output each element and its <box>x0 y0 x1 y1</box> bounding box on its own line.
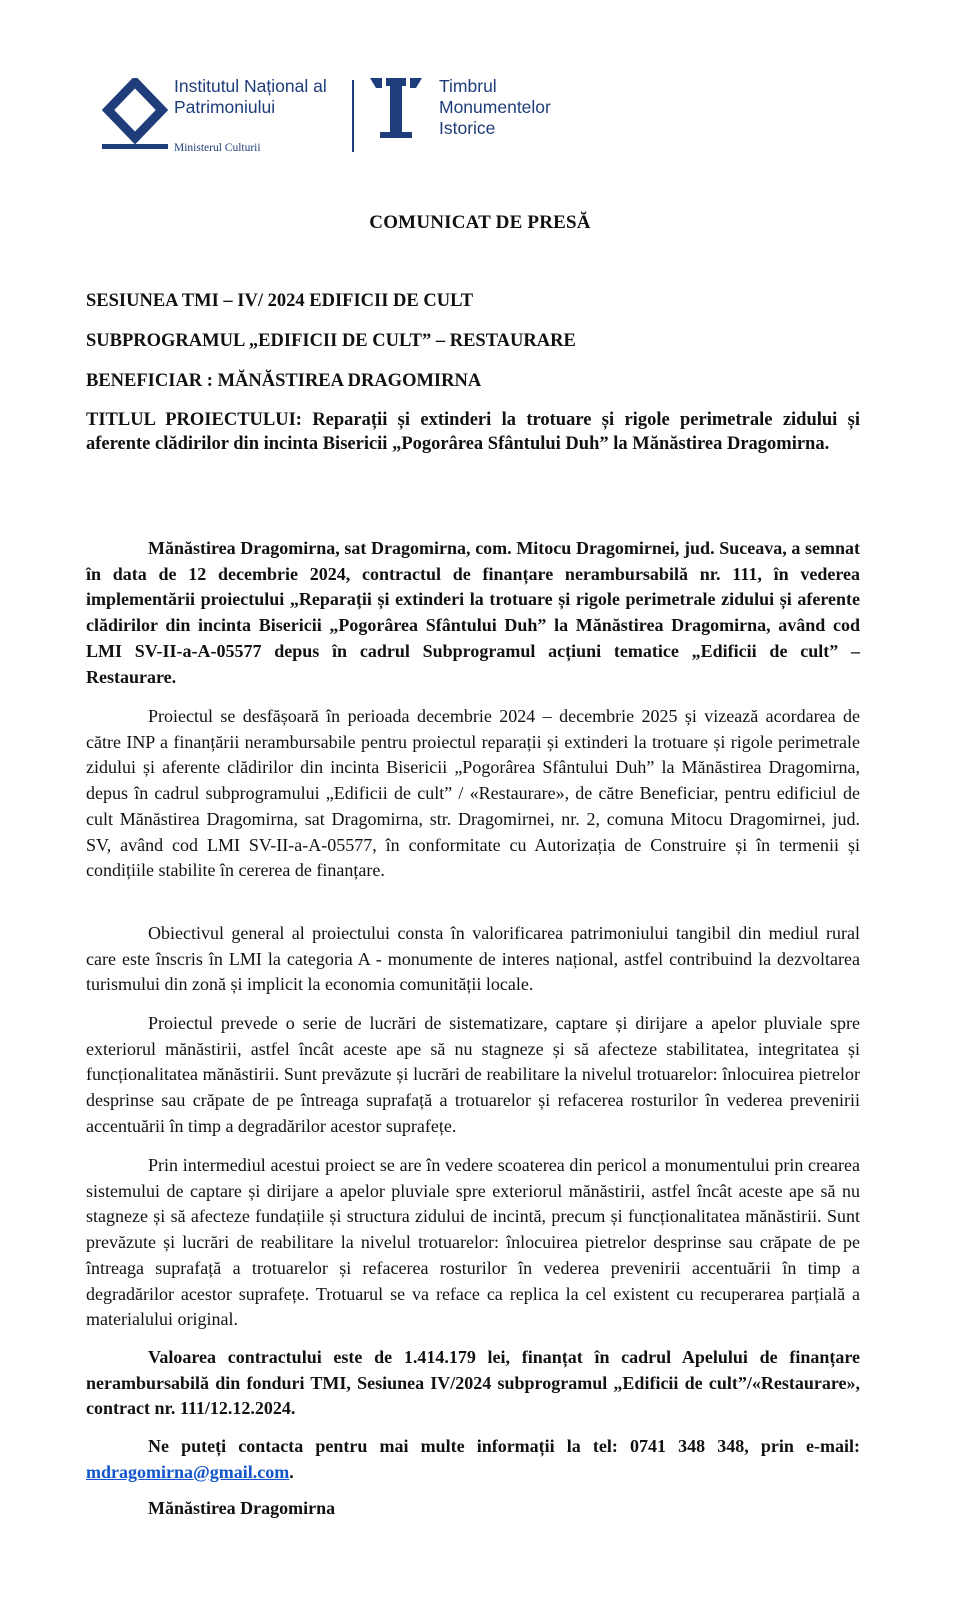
tmi-name-line2: Monumentelor <box>439 97 551 117</box>
header-logos <box>102 72 622 162</box>
contact-paragraph <box>86 1434 860 1485</box>
paragraph-contract-value: Valoarea contractului este de 1.414.179 lei, finanțat în cadrul Apelului de finanțare nerambursabilă din fonduri TMI, Sesiunea IV/2024 subprogramul „Edificii de cult”/«Restaurare», contract nr. 111/12.12.2024. <box>86 1347 860 1419</box>
project-title-text: Reparații și extinderi la trotuare și rigole perimetrale zidului și aferente clădirilor din incinta Bisericii „Pogorârea Sfântului Duh” la Mănăstirea Dragomirna. <box>86 410 861 454</box>
project-title-label: TITLUL PROIECTULUI: <box>86 410 302 430</box>
tmi-t-logo-icon <box>370 76 422 140</box>
tmi-name <box>439 76 551 139</box>
subprogram-line <box>86 329 860 353</box>
tmi-name-line1: Timbrul <box>439 76 497 96</box>
inp-name-line2: Patrimoniului <box>174 97 276 117</box>
paragraph-contract-signed: Mănăstirea Dragomirna, sat Dragomirna, com. Mitocu Dragomirnei, jud. Suceava, a semnat în data de 12 decembrie 2024, contractul de finanțare nerambursabilă nr. 111, în vederea implementării proiectului „Reparații și extinderi la trotuare și rigole perimetrale zidului și aferente clădirilor din incinta Bisericii „Pogorârea Sfântului Duh” la Mănăstirea Dragomirna, având cod LMI SV-II-a-A-05577 depus în cadrul Subprogramul acțiuni tematice „Edificii de cult” – Restaurare. <box>86 538 860 687</box>
inp-diamond-logo-icon <box>102 78 168 152</box>
contact-text: Ne puteți contacta pentru mai multe informații la tel: 0741 348 348, prin e-mail: <box>148 1436 860 1456</box>
subprogram-text: SUBPROGRAMUL „EDIFICII DE CULT” – RESTAURARE <box>86 331 576 351</box>
contact-end: . <box>289 1461 294 1482</box>
paragraph-works: Proiectul prevede o serie de lucrări de sistematizare, captare și dirijare a apelor pluviale spre exteriorul mănăstirii, astfel încât aceste ape să nu stagneze și să afecteze stabilitatea, integritatea și funcționalitatea mănăstirii. Sunt prevăzute și lucrări de reabilitare la nivelul trotuarelor: înlocuirea pietrelor desprinse sau crăpate de pe întreaga suprafață a trotuarelor și refacerea rosturilor în vederea prevenirii accentuării în timp a degradărilor acestor suprafețe. <box>86 1013 860 1136</box>
project-title-block <box>86 408 860 456</box>
tmi-name-line3: Istorice <box>439 118 496 138</box>
session-line <box>86 289 860 313</box>
ministry-label: Ministerul Culturii <box>174 142 261 154</box>
paragraph-project-period: Proiectul se desfășoară în perioada decembrie 2024 – decembrie 2025 și vizează acordarea de către INP a finanțării nerambursabile pentru proiectul reparații și extinderi la trotuare și rigole perimetrale zidului și aferente clădirilor din incinta Bisericii „Pogorârea Sfântului Duh” la Mănăstirea Dragomirna, depus în cadrul subprogramului „Edificii de cult” / «Restaurare», de către Beneficiar, pentru edificiul de cult Mănăstirea Dragomirna, sat Dragomirna, str. Dragomirnei, nr. 2, comuna Mitocu Dragomirnei, jud. SV, având cod LMI SV-II-a-A-05577, în conformitate cu Autorizația de Construire și în termenii și condițiile stabilite în cererea de finanțare. <box>86 706 860 881</box>
beneficiary-text: BENEFICIAR : MĂNĂSTIREA DRAGOMIRNA <box>86 371 482 391</box>
document-title: COMUNICAT DE PRESĂ <box>369 212 591 233</box>
signature: Mănăstirea Dragomirna <box>148 1498 336 1518</box>
inp-name <box>174 76 374 118</box>
logo-divider <box>352 80 354 152</box>
session-text: SESIUNEA TMI – IV/ 2024 EDIFICII DE CULT <box>86 291 474 311</box>
inp-name-line1: Institutul Național al <box>174 76 327 96</box>
paragraph-goal: Prin intermediul acestui proiect se are în vedere scoaterea din pericol a monumentului prin crearea sistemului de captare și dirijare a apelor pluviale spre exteriorul mănăstirii, astfel încât aceste ape să nu stagneze și să afecteze fundațiile și structura zidului de incintă, precum și funcționalitatea mănăstirii. Sunt prevăzute și lucrări de reabilitare la nivelul trotuarelor: înlocuirea pietrelor desprinse sau crăpate de pe întreaga suprafață a trotuarelor și refacerea rosturilor în vederea prevenirii accentuării în timp a degradărilor acestor suprafețe. Trotuarul se va reface ca replica la cel existent cu recuperarea parțială a materialului original. <box>86 1155 860 1330</box>
contact-email-link[interactable]: mdragomirna@gmail.com <box>86 1461 290 1482</box>
paragraph-objective: Obiectivul general al proiectului consta în valorificarea patrimoniului tangibil din mediul rural care este înscris în LMI la categoria A - monumente de interes național, astfel contribuind la dezvoltarea turismului din zonă și implicit la economia comunității locale. <box>86 923 860 995</box>
project-title <box>86 408 860 456</box>
beneficiary-line <box>86 369 860 393</box>
